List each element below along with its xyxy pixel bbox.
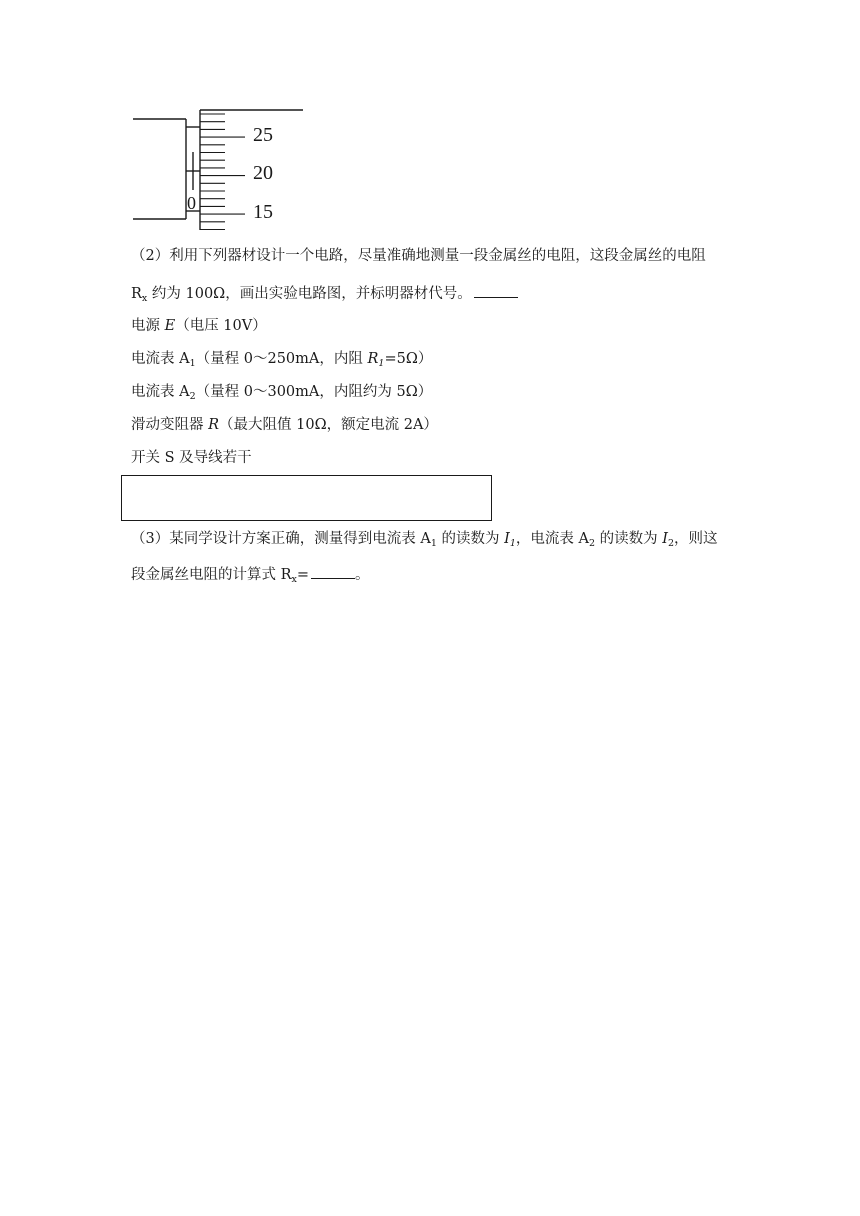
- equipment-ammeter2: [131, 382, 432, 402]
- part2-text-2: 约为 100Ω，画出实验电路图，并标明器材代号。: [147, 286, 472, 302]
- r1-sub: 1: [378, 358, 385, 369]
- rheostat-symbol: R: [208, 417, 220, 433]
- micrometer-figure: [125, 100, 315, 230]
- rx-subscript: x: [141, 293, 148, 304]
- part3-line1: [131, 529, 718, 549]
- answer-blank-3[interactable]: [311, 564, 355, 579]
- part3-text-d: 的读数为: [595, 531, 663, 547]
- part2-line1: [131, 246, 706, 266]
- ammeter2-spec: （量程 0～300mA，内阻约为 5Ω）: [195, 384, 433, 400]
- part2-text: （2）利用下列器材设计一个电路，尽量准确地测量一段金属丝的电阻，这段金属丝的电阻: [131, 248, 706, 264]
- equipment-rheostat: [131, 415, 438, 435]
- i1-symbol: I: [504, 531, 510, 547]
- part3-text-a: （3）某同学设计方案正确，测量得到电流表 A: [131, 531, 431, 547]
- part3-text-f: 段金属丝电阻的计算式 R: [131, 567, 292, 583]
- switch-label: 开关 S 及导线若干: [131, 450, 252, 466]
- ammeter1-label: 电流表 A: [131, 351, 190, 367]
- ammeter2-label: 电流表 A: [131, 384, 190, 400]
- power-spec: （电压 10V）: [175, 318, 267, 334]
- equipment-switch: [131, 448, 252, 468]
- ammeter1-spec-end: =5Ω）: [384, 351, 433, 367]
- i2-symbol: I: [662, 531, 668, 547]
- r1-symbol: R: [367, 351, 379, 367]
- i1-sub: 1: [509, 538, 516, 549]
- answer-blank-2[interactable]: [474, 283, 518, 298]
- rx-sub-2: x: [291, 574, 297, 585]
- power-symbol: E: [164, 318, 176, 334]
- part3-a2-sub: 2: [588, 538, 595, 549]
- rheostat-spec: （最大阻值 10Ω，额定电流 2A）: [219, 417, 438, 433]
- thimble-label-15: 15: [253, 201, 273, 223]
- part3-a1-sub: 1: [430, 538, 437, 549]
- equipment-ammeter1: [131, 349, 432, 369]
- rheostat-label: 滑动变阻器: [131, 417, 209, 433]
- equals-sign: =: [296, 567, 310, 583]
- part3-text-b: 的读数为: [436, 531, 505, 547]
- sleeve-zero-label: 0: [187, 193, 196, 213]
- equipment-power: [131, 316, 267, 336]
- thimble-label-20: 20: [253, 162, 273, 184]
- thimble-label-25: 25: [253, 124, 273, 146]
- ammeter1-spec: （量程 0～250mA，内阻: [195, 351, 368, 367]
- part3-text-c: ，电流表 A: [515, 531, 589, 547]
- part3-line2: [131, 564, 370, 585]
- rx-symbol: R: [131, 286, 142, 302]
- ammeter1-sub: 1: [189, 358, 196, 369]
- part3-text-e: ，则这: [674, 531, 718, 547]
- i2-sub: 2: [667, 538, 674, 549]
- circuit-answer-box[interactable]: [121, 475, 492, 521]
- part2-line2: [131, 283, 518, 304]
- power-label: 电源: [131, 318, 165, 334]
- period: 。: [355, 567, 370, 583]
- ammeter2-sub: 2: [189, 391, 196, 402]
